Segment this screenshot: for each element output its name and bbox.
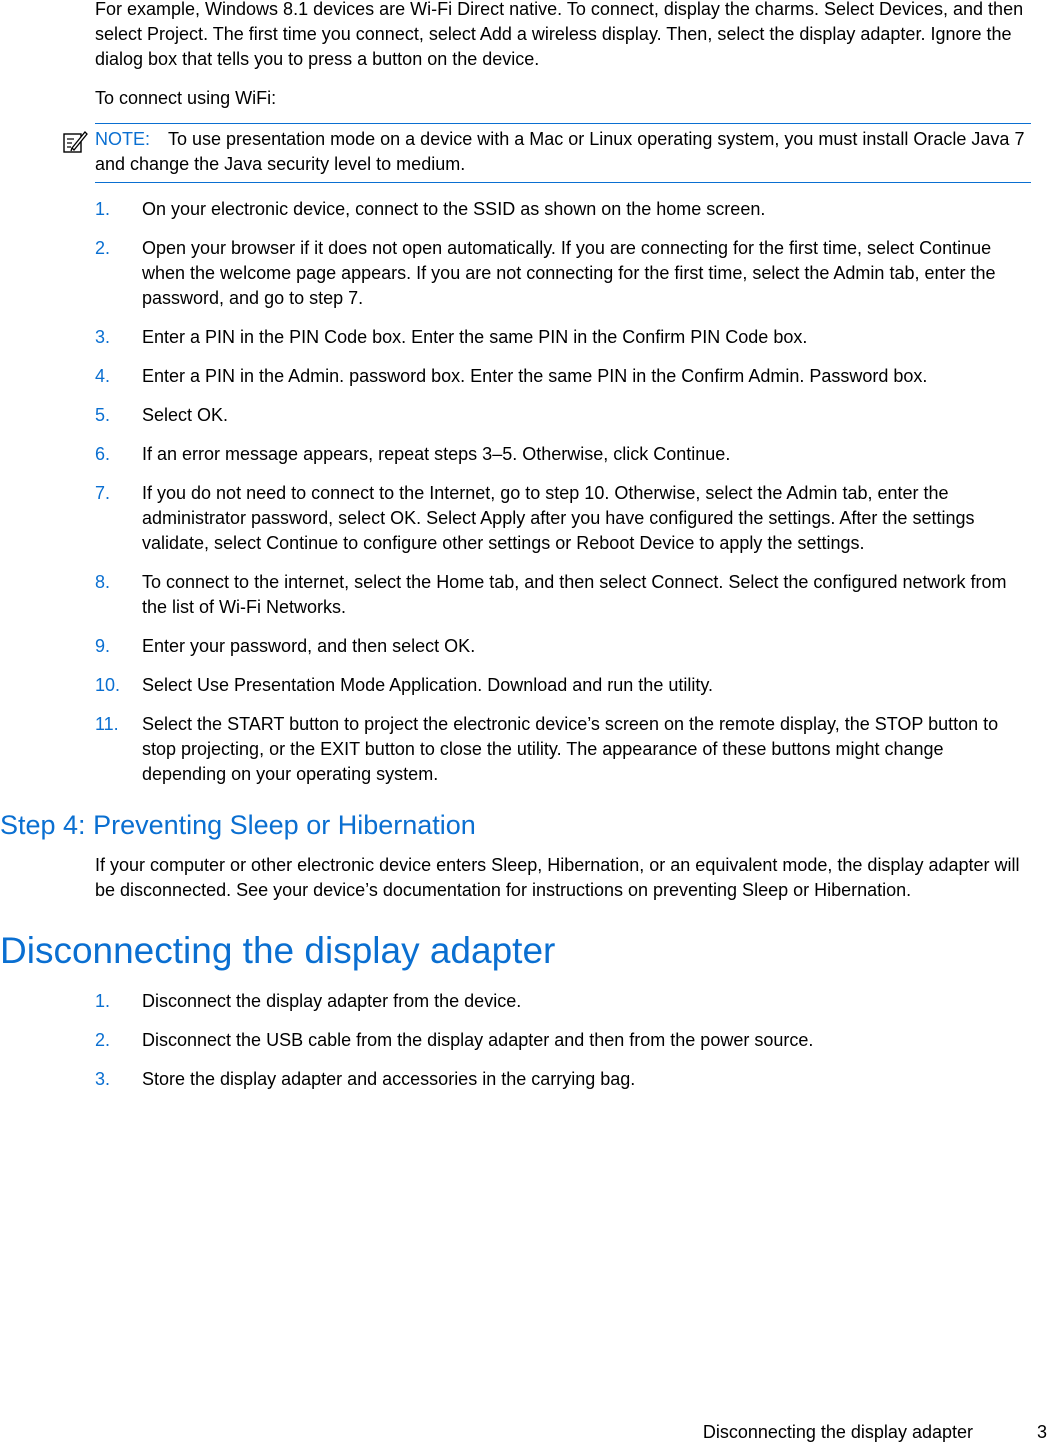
- page-footer: [0, 1420, 1051, 1445]
- step-number: 1.: [95, 199, 111, 219]
- step-number: 3.: [95, 327, 111, 347]
- step-text: Disconnect the USB cable from the display adapter and then from the power source.: [142, 1030, 814, 1050]
- list-item: [0, 1028, 1031, 1053]
- step-number: 3.: [95, 1069, 111, 1089]
- list-item: [0, 634, 1031, 659]
- note-text: To use presentation mode on a device with a Mac or Linux operating system, you must install Oracle Java 7 and change the Java security level to medium.: [95, 129, 1025, 174]
- intro-paragraph: [95, 0, 1031, 72]
- step4-paragraph: If your computer or other electronic device enters Sleep, Hibernation, or an equivalent mode, the display adapter will be disconnected. See your device’s documentation for instructions on preventing Sleep or Hibernation.: [95, 855, 1020, 900]
- ui-term-add-wireless-display: Add a wireless display: [479, 24, 657, 44]
- step-text: button to project the electronic device’s screen on the remote display, the: [284, 714, 875, 734]
- ui-term-exit: EXIT: [320, 739, 360, 759]
- ui-term-connect: Connect: [651, 572, 719, 592]
- step-text: .: [223, 405, 229, 425]
- wifi-intro: To connect using WiFi:: [95, 88, 277, 108]
- ui-term-continue: Continue: [653, 444, 726, 464]
- list-item: [0, 442, 1031, 467]
- step-text: . Select the configured network from the list of Wi-Fi Networks.: [142, 572, 1007, 617]
- step-text: Enter a PIN in the: [142, 366, 289, 386]
- step-text: button to stop projecting, or the: [142, 714, 999, 759]
- ui-term-devices: Devices: [878, 0, 944, 19]
- list-item: [0, 325, 1031, 350]
- step-text: If you do not need to connect to the Internet, go to step 10. Otherwise, select the: [142, 483, 787, 503]
- ui-term-confirm-admin-password: Confirm Admin. Password: [681, 366, 889, 386]
- step-text: Enter your password, and then select: [142, 636, 445, 656]
- ui-term-admin: Admin: [833, 263, 885, 283]
- ui-term-admin-password: Admin. password: [288, 366, 427, 386]
- ui-term-ok: OK: [390, 508, 417, 528]
- step-text: to configure other settings or: [338, 533, 577, 553]
- ui-term-apply: Apply: [480, 508, 526, 528]
- ui-term-stop: STOP: [874, 714, 924, 734]
- page-number: 3: [1036, 1422, 1047, 1442]
- ui-term-reboot-device: Reboot Device: [576, 533, 695, 553]
- note-pencil-icon: [62, 128, 88, 154]
- step-text: tab, enter the password, and go to step 7.: [142, 263, 996, 308]
- step-text: To connect to the internet, select the: [142, 572, 437, 592]
- step-text: box. Enter the same PIN in the: [426, 366, 682, 386]
- step-number: 8.: [95, 572, 111, 592]
- step-text: Disconnect the display adapter from the device.: [142, 991, 522, 1011]
- disconnect-heading: Disconnecting the display adapter: [0, 930, 556, 971]
- list-item: [0, 1067, 1031, 1092]
- ui-term-pin-code: PIN Code: [289, 327, 368, 347]
- disconnect-steps-list: [0, 989, 1031, 1092]
- step-text: to apply the settings.: [694, 533, 865, 553]
- ui-term-continue: Continue: [919, 238, 992, 258]
- wifi-steps-list: [0, 197, 1031, 787]
- step-number: 9.: [95, 636, 111, 656]
- intro-text: For example, Windows 8.1 devices are Wi-Fi Direct native. To connect, display the charms. Select: [95, 0, 879, 19]
- footer-section-title: Disconnecting the display adapter: [702, 1422, 973, 1442]
- step-text: Select: [142, 405, 198, 425]
- step-text: after you have configured the settings. After the settings validate, select: [142, 508, 975, 553]
- ui-term-continue: Continue: [266, 533, 339, 553]
- step-number: 6.: [95, 444, 111, 464]
- step-number: 4.: [95, 366, 111, 386]
- step-number: 1.: [95, 991, 111, 1011]
- step4-heading: Step 4: Preventing Sleep or Hibernation: [0, 810, 476, 840]
- step-text: when the welcome page appears. If you are not connecting for the first time, select the: [142, 263, 834, 283]
- step-number: 7.: [95, 483, 111, 503]
- step-text: . Select: [416, 508, 481, 528]
- list-item: [0, 570, 1031, 620]
- list-item: [0, 197, 1031, 222]
- step-number: 11.: [95, 714, 119, 734]
- list-item: [0, 712, 1031, 787]
- step-text: button to close the utility. The appearance of these buttons might change depending on your operating system.: [142, 739, 944, 784]
- list-item: [0, 673, 1031, 698]
- step-text: Open your browser if it does not open automatically. If you are connecting for the first time, select: [142, 238, 920, 258]
- step-text: Select the: [142, 714, 228, 734]
- step-number: 10.: [95, 675, 121, 695]
- step-text: If an error message appears, repeat steps 3–5. Otherwise, click: [142, 444, 654, 464]
- list-item: [0, 403, 1031, 428]
- list-item: [0, 236, 1031, 311]
- step-text: .: [725, 444, 731, 464]
- ui-term-home: Home: [436, 572, 485, 592]
- step-text: box.: [768, 327, 808, 347]
- step-text: Select: [142, 675, 198, 695]
- list-item: [0, 989, 1031, 1014]
- step-text: tab, and then select: [484, 572, 652, 592]
- step-number: 5.: [95, 405, 111, 425]
- list-item: [0, 481, 1031, 556]
- step-text: box.: [888, 366, 928, 386]
- intro-text: , and then select: [95, 0, 1024, 44]
- step-number: 2.: [95, 238, 111, 258]
- intro-text: . The first time you connect, select: [203, 24, 480, 44]
- note-label: NOTE:: [95, 129, 151, 149]
- step-number: 2.: [95, 1030, 111, 1050]
- ui-term-ok: OK: [444, 636, 471, 656]
- ui-term-confirm-pin-code: Confirm PIN Code: [622, 327, 769, 347]
- step-text: box. Enter the same PIN in the: [367, 327, 623, 347]
- ui-term-use-presentation-mode: Use Presentation Mode Application: [197, 675, 478, 695]
- ui-term-start: START: [227, 714, 285, 734]
- step-text: tab, enter the administrator password, select: [142, 483, 949, 528]
- intro-text: . Then, select the display adapter. Ignore the dialog box that tells you to press a button on the device.: [95, 24, 1012, 69]
- step-text: . Download and run the utility.: [477, 675, 714, 695]
- note-box: [95, 123, 1031, 183]
- step-text: Enter a PIN in the: [142, 327, 290, 347]
- ui-term-admin: Admin: [786, 483, 838, 503]
- ui-term-project: Project: [147, 24, 204, 44]
- step-text: Store the display adapter and accessories in the carrying bag.: [142, 1069, 636, 1089]
- ui-term-ok: OK: [197, 405, 224, 425]
- step-text: On your electronic device, connect to the SSID as shown on the home screen.: [142, 199, 766, 219]
- step-text: .: [470, 636, 476, 656]
- list-item: [0, 364, 1031, 389]
